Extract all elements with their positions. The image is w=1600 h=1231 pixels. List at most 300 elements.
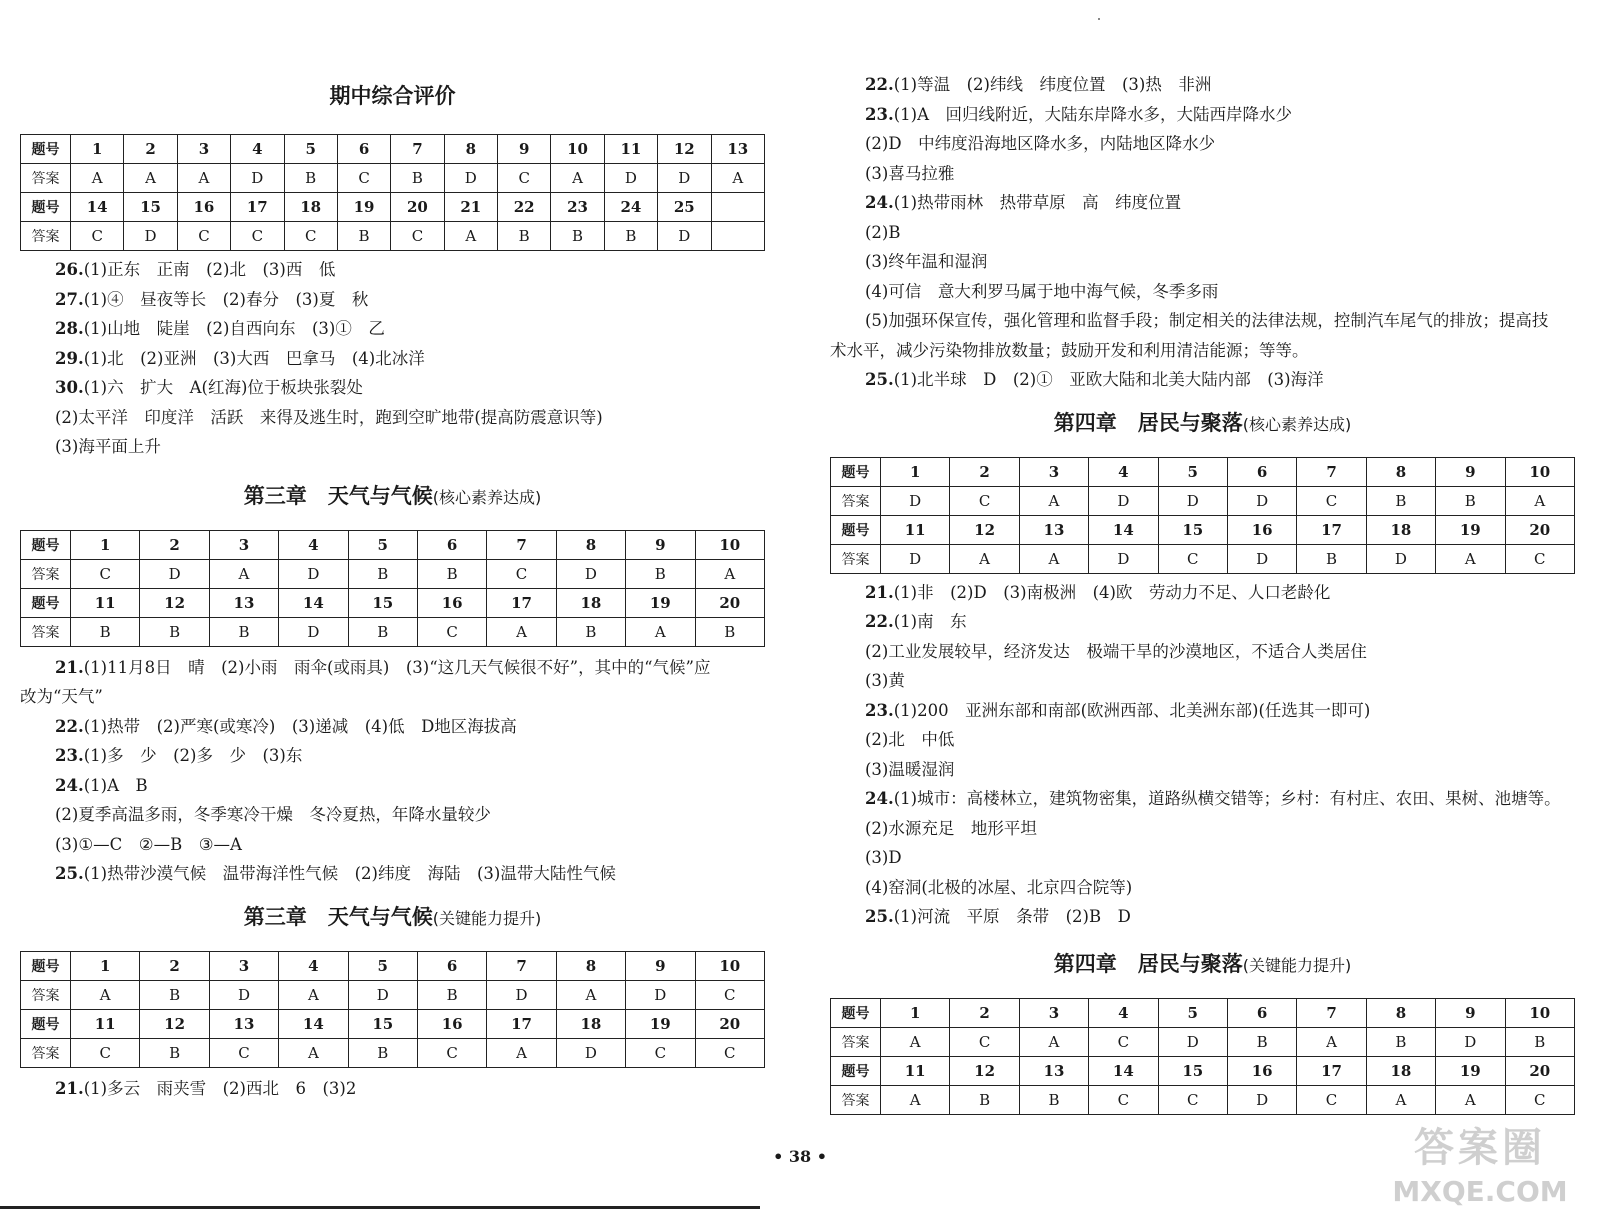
answer-line: (3)温暖湿润 [865,759,955,779]
answer-cell: A [950,544,1019,573]
answer-line: 24.(1)热带雨林 热带草原 高 纬度位置 [865,193,1182,212]
question-number: 6 [1227,998,1296,1027]
answer-line: (2)北 中低 [865,730,955,749]
answer-cell: A [71,980,140,1009]
question-number: 11 [71,588,140,617]
table-row [831,1027,1575,1056]
question-number: 6 [417,951,486,980]
answer-line: 22.(1)等温 (2)纬线 纬度位置 (3)热 非洲 [865,75,1212,94]
answer-cell: A [1297,1027,1366,1056]
answer-line: 27.(1)④ 昼夜等长 (2)春分 (3)夏 秋 [55,289,369,309]
answer-cell: A [177,164,230,193]
question-number: 22 [498,193,551,222]
answer-line: 23.(1)A 回归线附近，大陆东岸降水多，大陆西岸降水少 [865,104,1293,124]
answer-cell: B [391,164,444,193]
question-number: 4 [1089,998,1158,1027]
question-number: 8 [556,530,625,559]
question-number: 21 [444,193,497,222]
table-row [21,164,765,193]
question-number: 20 [1505,1056,1574,1085]
table-row [21,193,765,222]
answer-cell: B [348,617,417,646]
question-number: 10 [695,530,764,559]
answer-cell: B [71,617,140,646]
answer-cell: B [604,222,657,251]
question-number: 13 [209,588,278,617]
question-number: 16 [417,1009,486,1038]
answer-cell: D [487,980,556,1009]
table-row [21,135,765,164]
table-row [831,998,1575,1027]
answer-cell: D [124,222,177,251]
answer-line: 28.(1)山地 陡崖 (2)自西向东 (3)① 乙 [55,319,385,338]
answer-cell: C [695,980,764,1009]
answer-line: 23.(1)200 亚洲东部和南部(欧洲西部、北美洲东部)(任选其一即可) [865,700,1371,720]
question-number: 13 [711,135,765,164]
question-number: 2 [140,530,209,559]
question-number: 2 [950,457,1019,486]
answer-cell: C [209,1038,278,1067]
row-label: 答案 [831,544,881,573]
question-number: 10 [695,951,764,980]
answer-cell: B [348,559,417,588]
question-number: 23 [551,193,604,222]
answer-line: (3)黄 [865,671,905,690]
question-number: 4 [279,951,348,980]
answer-cell: D [1089,486,1158,515]
left-column [20,0,765,1103]
question-number: 10 [1505,457,1574,486]
question-number: 12 [950,1056,1019,1085]
question-number: 8 [556,951,625,980]
answer-cell: A [279,1038,348,1067]
answer-cell: A [1366,1085,1435,1114]
answer-cell: B [417,559,486,588]
answer-cell: D [1089,544,1158,573]
answer-cell: A [711,164,765,193]
row-label: 答案 [21,1038,71,1067]
question-number: 7 [487,951,556,980]
question-number: 8 [444,135,497,164]
question-number: 5 [284,135,337,164]
row-label: 答案 [831,486,881,515]
question-number: 14 [1089,515,1158,544]
answer-cell: C [626,1038,695,1067]
answer-line: (2)太平洋 印度洋 活跃 来得及逃生时，跑到空旷地带(提高防震意识等) [55,407,603,427]
question-number: 14 [1089,1056,1158,1085]
answer-line: (3)喜马拉雅 [865,163,955,183]
answer-cell: C [1505,1085,1574,1114]
answer-cell: C [950,1027,1019,1056]
row-label: 题号 [21,135,71,164]
answer-cell: B [626,559,695,588]
table-row [21,617,765,646]
answer-cell: B [1366,486,1435,515]
answer-cell: D [231,164,284,193]
answer-line: 25.(1)北半球 D (2)① 亚欧大陆和北美大陆内部 (3)海洋 [865,370,1324,389]
question-number: 3 [209,530,278,559]
table-row [21,530,765,559]
answer-cell: C [71,1038,140,1067]
answer-cell: D [1158,1027,1227,1056]
answer-cell: D [279,559,348,588]
question-number: 18 [1366,515,1435,544]
answer-cell: D [209,980,278,1009]
answer-cell: B [556,617,625,646]
row-label: 题号 [831,998,881,1027]
answer-line: 22.(1)南 东 [865,612,967,631]
right-column [830,0,1575,1115]
answer-cell: D [604,164,657,193]
question-number: 17 [487,588,556,617]
answer-line: 24.(1)A B [55,775,148,795]
row-label: 题号 [21,193,71,222]
answer-cell: C [487,559,556,588]
answer-cell: A [881,1027,950,1056]
answer-cell: C [1089,1027,1158,1056]
answer-cell: C [1089,1085,1158,1114]
question-number: 19 [626,1009,695,1038]
answer-line: 21.(1)多云 雨夹雪 (2)西北 6 (3)2 [55,1078,357,1098]
answer-cell: C [71,559,140,588]
answer-cell: A [1436,544,1505,573]
question-number: 6 [337,135,390,164]
answer-cell: A [209,559,278,588]
answer-cell: A [1436,1085,1505,1114]
answer-cell: C [1297,1085,1366,1114]
question-number: 4 [231,135,284,164]
table-row [21,1038,765,1067]
answer-cell: C [695,1038,764,1067]
question-number: 14 [279,1009,348,1038]
table-row [831,1085,1575,1114]
answer-cell: B [1019,1085,1088,1114]
answer-table [20,951,765,1068]
answer-cell: D [348,980,417,1009]
question-number: 16 [1227,1056,1296,1085]
answer-cell: B [1505,1027,1574,1056]
question-number: 9 [626,530,695,559]
watermark-logo: 答案圈 MXQE.COM [1392,1125,1568,1208]
question-number: 9 [498,135,551,164]
question-number: 16 [1227,515,1296,544]
row-label: 答案 [21,980,71,1009]
answer-cell: D [1227,486,1296,515]
table-row [831,457,1575,486]
row-label: 答案 [21,617,71,646]
row-label: 题号 [831,515,881,544]
empty-cell [711,222,765,251]
answer-cell: B [1436,486,1505,515]
answer-cell: B [209,617,278,646]
answer-cell: A [71,164,124,193]
question-number: 17 [231,193,284,222]
question-number: 13 [209,1009,278,1038]
answer-line: 25.(1)热带沙漠气候 温带海洋性气候 (2)纬度 海陆 (3)温带大陆性气候 [55,864,616,883]
answer-line: (2)水源充足 地形平坦 [865,818,1037,838]
question-number: 19 [626,588,695,617]
question-number: 20 [391,193,444,222]
question-number: 7 [487,530,556,559]
answer-line: 术水平，减少污染物排放数量；鼓励开发和利用清洁能源；等等。 [830,340,1309,360]
question-number: 16 [177,193,230,222]
question-number: 5 [1158,998,1227,1027]
answer-cell: A [551,164,604,193]
question-number: 5 [348,530,417,559]
question-number: 20 [695,588,764,617]
section-title: 第三章 天气与气候(关键能力提升) [243,904,542,929]
row-label: 答案 [21,559,71,588]
question-number: 3 [1019,998,1088,1027]
section-title: 第四章 居民与聚落(核心素养达成) [1053,410,1352,435]
question-number: 4 [1089,457,1158,486]
answer-cell: D [881,486,950,515]
question-number: 3 [177,135,230,164]
answer-cell: A [1019,544,1088,573]
answer-line: (4)窑洞(北极的冰屋、北京四合院等) [865,877,1133,897]
answer-cell: D [1227,1085,1296,1114]
answer-cell: B [337,222,390,251]
answer-line: (2)工业发展较早，经济发达 极端干旱的沙漠地区，不适合人类居住 [865,641,1367,661]
question-number: 11 [881,1056,950,1085]
question-number: 1 [71,951,140,980]
page-number: • 38 • [773,1147,827,1166]
row-label: 答案 [831,1027,881,1056]
answer-cell: D [658,222,711,251]
question-number: 11 [881,515,950,544]
answer-cell: B [1297,544,1366,573]
question-number: 10 [551,135,604,164]
question-number: 19 [1436,1056,1505,1085]
table-row [21,588,765,617]
answer-cell: D [1436,1027,1505,1056]
answer-cell: A [695,559,764,588]
answer-cell: C [498,164,551,193]
answer-cell: A [881,1085,950,1114]
answer-cell: B [140,980,209,1009]
question-number: 7 [391,135,444,164]
section-title: 第四章 居民与聚落(关键能力提升) [1053,951,1352,976]
answer-line: 25.(1)河流 平原 条带 (2)B D [865,907,1131,926]
midterm-title: 期中综合评价 [329,84,456,108]
question-number: 7 [1297,998,1366,1027]
answer-cell: B [140,617,209,646]
question-number: 24 [604,193,657,222]
answer-line: (3)终年温和湿润 [865,252,988,271]
question-number: 2 [124,135,177,164]
question-number: 1 [71,530,140,559]
question-number: 9 [1436,998,1505,1027]
answer-table [830,998,1575,1115]
answer-cell: C [231,222,284,251]
answer-cell: D [556,559,625,588]
answer-cell: D [1158,486,1227,515]
answer-line: (5)加强环保宣传，强化管理和监督手段；制定相关的法律法规，控制汽车尾气的排放；提高技 [865,311,1549,330]
question-number: 14 [279,588,348,617]
question-number: 7 [1297,457,1366,486]
question-number: 1 [881,998,950,1027]
answer-line: 29.(1)北 (2)亚洲 (3)大西 巴拿马 (4)北冰洋 [55,348,425,368]
question-number: 1 [881,457,950,486]
answer-cell: D [1366,544,1435,573]
midterm-answer-table [20,134,765,251]
answer-cell: D [881,544,950,573]
answer-cell: A [626,617,695,646]
question-number: 3 [1019,457,1088,486]
question-number: 13 [1019,1056,1088,1085]
answer-cell: C [417,617,486,646]
answer-cell: A [124,164,177,193]
answer-cell: B [551,222,604,251]
question-number: 6 [417,530,486,559]
answer-cell: B [417,980,486,1009]
answer-line: 26.(1)正东 正南 (2)北 (3)西 低 [55,260,336,279]
answer-line: 21.(1)11月8日 晴 (2)小雨 雨伞(或雨具) (3)“这几天气候很不好”，其中的“气候”应 [55,657,711,677]
answer-line: 24.(1)城市：高楼林立，建筑物密集，道路纵横交错等；乡村：有村庄、农田、果树、池塘等。 [865,789,1561,808]
table-row [831,515,1575,544]
row-label: 答案 [21,164,71,193]
answer-table [830,457,1575,574]
question-number: 10 [1505,998,1574,1027]
answer-cell: B [695,617,764,646]
answer-cell: C [417,1038,486,1067]
question-number: 9 [1436,457,1505,486]
answer-cell: A [1019,486,1088,515]
answer-cell: C [1297,486,1366,515]
bottom-rule [0,1206,760,1209]
table-row [21,222,765,251]
table-row [21,980,765,1009]
question-number: 3 [209,951,278,980]
answer-cell: D [556,1038,625,1067]
table-row [21,1009,765,1038]
row-label: 题号 [831,457,881,486]
question-number: 4 [279,530,348,559]
question-number: 11 [71,1009,140,1038]
answer-cell: C [337,164,390,193]
answer-table [20,530,765,647]
answer-cell: C [1505,544,1574,573]
row-label: 题号 [21,588,71,617]
answer-line: (2)D 中纬度沿海地区降水多，内陆地区降水少 [865,134,1216,153]
answer-line: (4)可信 意大利罗马属于地中海气候，冬季多雨 [865,281,1219,301]
question-number: 15 [124,193,177,222]
question-number: 25 [658,193,711,222]
answer-cell: B [498,222,551,251]
question-number: 17 [487,1009,556,1038]
question-number: 5 [1158,457,1227,486]
answer-line: 改为“天气” [20,687,103,706]
row-label: 题号 [21,1009,71,1038]
answer-cell: A [1505,486,1574,515]
answer-cell: D [279,617,348,646]
question-number: 19 [1436,515,1505,544]
question-number: 20 [1505,515,1574,544]
question-number: 8 [1366,998,1435,1027]
question-number: 8 [1366,457,1435,486]
row-label: 题号 [831,1056,881,1085]
answer-line: 30.(1)六 扩大 A(红海)位于板块张裂处 [55,378,363,397]
question-number: 11 [604,135,657,164]
answer-cell: A [444,222,497,251]
answer-line: 23.(1)多 少 (2)多 少 (3)东 [55,746,303,765]
answer-cell: B [284,164,337,193]
answer-cell: C [1158,544,1227,573]
question-number: 2 [950,998,1019,1027]
question-number: 18 [556,588,625,617]
answer-cell: D [658,164,711,193]
question-number: 15 [348,588,417,617]
table-row [831,486,1575,515]
answer-line: (2)B [865,222,901,242]
table-row [21,559,765,588]
answer-cell: A [1019,1027,1088,1056]
row-label: 答案 [831,1085,881,1114]
answer-cell: C [71,222,124,251]
answer-cell: C [177,222,230,251]
table-row [831,1056,1575,1085]
row-label: 题号 [21,951,71,980]
question-number: 1 [71,135,124,164]
question-number: 14 [71,193,124,222]
answer-line: (3)①—C ②—B ③—A [55,834,242,854]
question-number: 20 [695,1009,764,1038]
answer-line: 22.(1)热带 (2)严寒(或寒冷) (3)递减 (4)低 D地区海拔高 [55,716,517,736]
question-number: 12 [950,515,1019,544]
question-number: 12 [658,135,711,164]
row-label: 答案 [21,222,71,251]
question-number: 18 [556,1009,625,1038]
answer-cell: B [140,1038,209,1067]
question-number: 2 [140,951,209,980]
answer-line: 21.(1)非 (2)D (3)南极洲 (4)欧 劳动力不足、人口老龄化 [865,582,1331,602]
question-number: 16 [417,588,486,617]
answer-cell: D [140,559,209,588]
answer-line: (3)D [865,848,902,867]
empty-cell [711,193,765,222]
question-number: 9 [626,951,695,980]
question-number: 15 [1158,1056,1227,1085]
question-number: 13 [1019,515,1088,544]
answer-cell: D [444,164,497,193]
answer-cell: C [1158,1085,1227,1114]
answer-cell: B [1227,1027,1296,1056]
section-title: 第三章 天气与气候(核心素养达成) [243,483,542,508]
answer-cell: B [950,1085,1019,1114]
answer-cell: A [487,617,556,646]
question-number: 17 [1297,1056,1366,1085]
answer-cell: A [487,1038,556,1067]
answer-cell: D [626,980,695,1009]
answer-cell: C [391,222,444,251]
table-row [21,951,765,980]
question-number: 17 [1297,515,1366,544]
answer-cell: A [556,980,625,1009]
question-number: 18 [284,193,337,222]
row-label: 题号 [21,530,71,559]
answer-cell: C [284,222,337,251]
answer-line: (2)夏季高温多雨，冬季寒冷干燥 冬冷夏热，年降水量较少 [55,805,491,824]
question-number: 19 [337,193,390,222]
answer-cell: B [348,1038,417,1067]
question-number: 6 [1227,457,1296,486]
question-number: 12 [140,588,209,617]
question-number: 15 [348,1009,417,1038]
question-number: 12 [140,1009,209,1038]
answer-cell: A [279,980,348,1009]
answer-cell: B [1366,1027,1435,1056]
question-number: 18 [1366,1056,1435,1085]
